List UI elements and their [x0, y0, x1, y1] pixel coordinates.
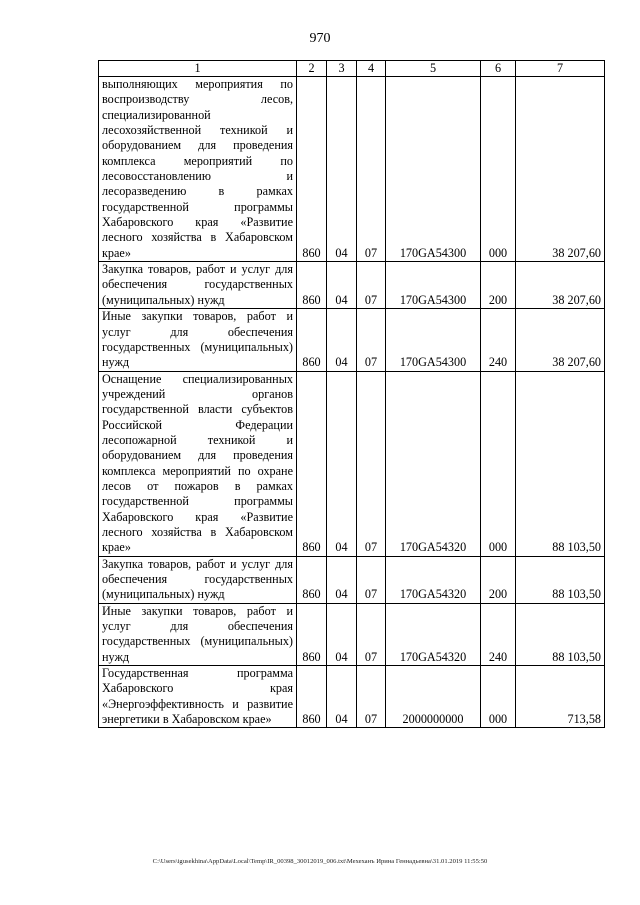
row-code-subsection: 07 [357, 371, 386, 556]
row-code-ministry: 860 [297, 309, 327, 371]
table-row [99, 371, 605, 556]
row-amount: 88 103,50 [516, 603, 605, 665]
row-code-ministry: 860 [297, 556, 327, 603]
row-code-ministry: 860 [297, 666, 327, 728]
table-row [99, 603, 605, 665]
row-code-ministry: 860 [297, 371, 327, 556]
row-target-article: 170GA54320 [386, 371, 481, 556]
row-name: Оснащение специализированных учреждений органов государственной власти субъектов Российской Федерации лесопожарной техникой и оборудованием для проведения комплекса мероприятий по охране лесов от пожаров в рамках государственной программы Хабаровского края «Развитие лесного хозяйства в Хабаровском крае» [99, 371, 297, 556]
row-amount: 713,58 [516, 666, 605, 728]
row-code-section: 04 [327, 309, 357, 371]
row-name: Иные закупки товаров, работ и услуг для обеспечения государственных (муниципальных) нужд [99, 309, 297, 371]
row-code-subsection: 07 [357, 666, 386, 728]
row-code-ministry: 860 [297, 77, 327, 262]
row-amount: 38 207,60 [516, 309, 605, 371]
table-row [99, 262, 605, 309]
row-code-section: 04 [327, 77, 357, 262]
row-code-subsection: 07 [357, 262, 386, 309]
row-expense-type: 000 [481, 371, 516, 556]
budget-table [98, 60, 605, 728]
row-code-section: 04 [327, 371, 357, 556]
row-name: Государственная программа Хабаровского края «Энергоэффективность и развитие энергетики в Хабаровском крае» [99, 666, 297, 728]
page-number: 970 [309, 31, 331, 46]
row-code-ministry: 860 [297, 603, 327, 665]
row-code-subsection: 07 [357, 77, 386, 262]
row-code-ministry: 860 [297, 262, 327, 309]
row-expense-type: 000 [481, 77, 516, 262]
row-code-section: 04 [327, 603, 357, 665]
table-row [99, 77, 605, 262]
table-row [99, 666, 605, 728]
column-number: 5 [386, 61, 481, 77]
table-row [99, 556, 605, 603]
row-expense-type: 000 [481, 666, 516, 728]
row-name: Иные закупки товаров, работ и услуг для обеспечения государственных (муниципальных) нужд [99, 603, 297, 665]
row-amount: 88 103,50 [516, 371, 605, 556]
row-code-subsection: 07 [357, 603, 386, 665]
row-name: выполняющих мероприятия по воспроизводству лесов, специализированной лесохозяйственной техникой и оборудованием для проведения комплекса мероприятий по лесовосстановлению и лесоразведению в рамках государственной программы Хабаровского края «Развитие лесного хозяйства в Хабаровском крае» [99, 77, 297, 262]
row-name: Закупка товаров, работ и услуг для обеспечения государственных (муниципальных) нужд [99, 556, 297, 603]
row-name: Закупка товаров, работ и услуг для обеспечения государственных (муниципальных) нужд [99, 262, 297, 309]
row-target-article: 170GA54300 [386, 309, 481, 371]
row-expense-type: 240 [481, 603, 516, 665]
row-expense-type: 240 [481, 309, 516, 371]
row-target-article: 170GA54300 [386, 262, 481, 309]
row-target-article: 170GA54320 [386, 603, 481, 665]
column-number: 4 [357, 61, 386, 77]
row-amount: 38 207,60 [516, 262, 605, 309]
column-number: 6 [481, 61, 516, 77]
footer-file-path: C:\Users\igusekhina\AppData\Local\Temp\IR_00398_30012019_006.txt\Мехеханъ Ирина Геннадьевна\31.01.2019 11:55:50 [152, 858, 488, 865]
row-code-subsection: 07 [357, 556, 386, 603]
row-code-section: 04 [327, 666, 357, 728]
row-code-section: 04 [327, 556, 357, 603]
column-number: 7 [516, 61, 605, 77]
row-amount: 88 103,50 [516, 556, 605, 603]
row-amount: 38 207,60 [516, 77, 605, 262]
column-number-row [99, 61, 605, 77]
row-target-article: 2000000000 [386, 666, 481, 728]
table-row [99, 309, 605, 371]
row-expense-type: 200 [481, 556, 516, 603]
row-target-article: 170GA54300 [386, 77, 481, 262]
column-number: 2 [297, 61, 327, 77]
column-number: 3 [327, 61, 357, 77]
column-number: 1 [99, 61, 297, 77]
row-target-article: 170GA54320 [386, 556, 481, 603]
row-code-section: 04 [327, 262, 357, 309]
row-code-subsection: 07 [357, 309, 386, 371]
row-expense-type: 200 [481, 262, 516, 309]
